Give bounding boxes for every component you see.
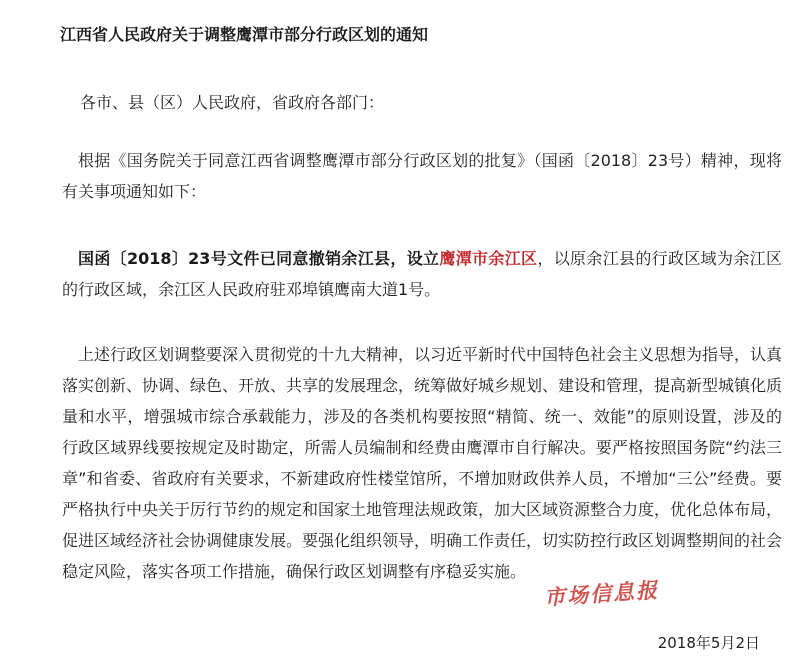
approval-bold-text: 国函〔2018〕23号文件已同意撤销余江县，设立 xyxy=(78,249,440,268)
paragraph-reference: 根据《国务院关于同意江西省调整鹰潭市部分行政区划的批复》（国函〔2018〕23号）精神，现将有关事项通知如下： xyxy=(62,151,782,201)
approval-rest-text: ，以原余江县的行政区域为余江区的行政区域，余江区人民政府驻邓埠镇鹰南大道1号。 xyxy=(62,249,782,299)
document-date: 2018年5月2日 xyxy=(657,634,760,652)
paragraph-approval xyxy=(62,243,782,305)
document-salutation: 各市、县（区）人民政府，省政府各部门： xyxy=(80,93,385,112)
paragraph-requirements: 上述行政区划调整要深入贯彻党的十九大精神，以习近平新时代中国特色社会主义思想为指导，认真落实创新、协调、绿色、开放、共享的发展理念，统筹做好城乡规划、建设和管理，提高新型城镇化质量和水平，增强城市综合承载能力，涉及的各类机构要按照“精简、统一、效能”的原则设置，涉及的行政区域界线要按规定及时勘定，所需人员编制和经费由鹰潭市自行解决。要严格按照国务院“约法三章”和省委、省政府有关要求，不新建政府性楼堂馆所，不增加财政供养人员，不增加“三公”经费。要严格执行中央关于厉行节约的规定和国家土地管理法规政策，加大区域资源整合力度，优化总体布局，促进区域经济社会协调健康发展。要强化组织领导，明确工作责任，切实防控行政区划调整期间的社会稳定风险，落实各项工作措施，确保行政区划调整有序稳妥实施。 xyxy=(62,345,783,581)
document-title: 江西省人民政府关于调整鹰潭市部分行政区划的通知 xyxy=(60,25,429,44)
newspaper-watermark: 市场信息报 xyxy=(543,577,660,610)
district-name-highlight: 鹰潭市余江区 xyxy=(439,249,538,268)
